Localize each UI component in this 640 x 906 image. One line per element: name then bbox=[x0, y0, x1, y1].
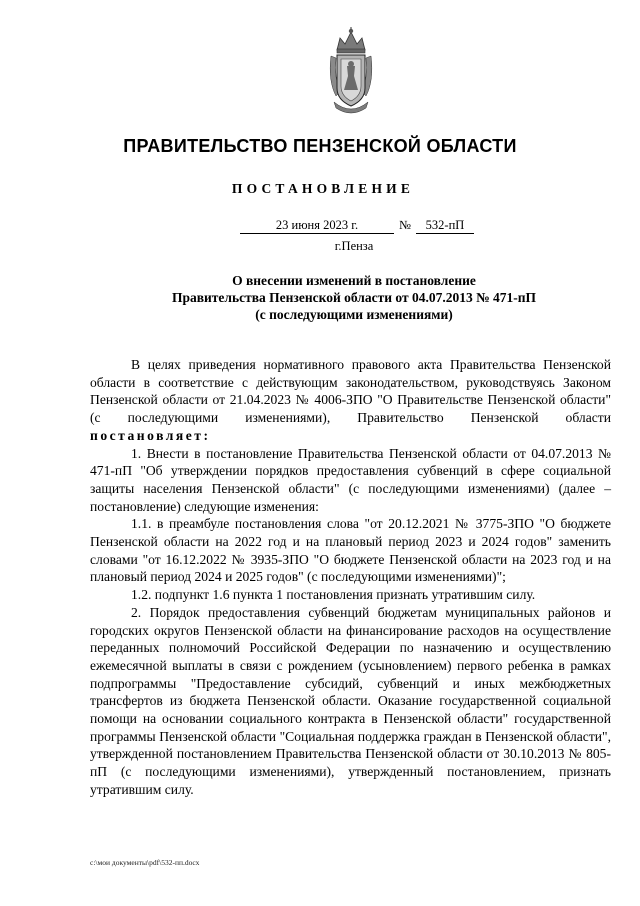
document-date: 23 июня 2023 г. bbox=[240, 217, 394, 234]
heading-line-2: Правительства Пензенской области от 04.07.2013 № 471-пП bbox=[171, 290, 537, 305]
footer-file-path: c:\мои документы\pdf\532-пп.docx bbox=[90, 858, 200, 867]
document-city: г.Пенза bbox=[334, 239, 374, 253]
number-sign: № bbox=[399, 218, 411, 232]
paragraph-1-1: 1.1. в преамбуле постановления слова "от 20.12.2021 № 3775-ЗПО "О бюджете Пензенской области на 2022 год и на плановый период 2023 и 2024 годов" заменить словами "от 16.12.2022 № 3935-ЗПО "О бюджете Пензенской области на 2023 год и на плановый период 2024 и 2025 годов" (с последующими изменениями)"; bbox=[90, 516, 611, 585]
decree-word: постановляет: bbox=[90, 427, 211, 443]
paragraph-1-2: 1.2. подпункт 1.6 пункта 1 постановления признать утратившим силу. bbox=[131, 587, 536, 603]
document-body bbox=[90, 356, 611, 799]
coat-of-arms-icon bbox=[328, 26, 374, 116]
heading-line-1: О внесении изменений в постановление bbox=[232, 273, 476, 288]
heading-line-3: (с последующими изменениями) bbox=[255, 307, 453, 322]
document-number: 532-пП bbox=[416, 217, 474, 234]
paragraph-1: 1. Внести в постановление Правительства Пензенской области от 04.07.2013 № 471-пП "Об утверждении порядков предоставления субвенций в сфере социальной защиты населения Пензенской области" (с последующими изменениями) (далее – постановление) следующие изменения: bbox=[90, 445, 611, 514]
intro-paragraph bbox=[90, 356, 611, 445]
document-heading bbox=[0, 272, 640, 323]
government-title: ПРАВИТЕЛЬСТВО ПЕНЗЕНСКОЙ ОБЛАСТИ bbox=[123, 136, 517, 156]
intro-text: В целях приведения нормативного правового акта Правительства Пензенской области в соответствие с действующим законодательством, руководствуясь Законом Пензенской области от 21.04.2023 № 4006-ЗПО "О Правительстве Пензенской области" (с последующими изменениями), Правительство Пензенской области bbox=[90, 357, 611, 426]
document-type-title: ПОСТАНОВЛЕНИЕ bbox=[231, 181, 415, 196]
paragraph-2: 2. Порядок предоставления субвенций бюджетам муниципальных районов и городских округов Пензенской области на финансирование расходов на осуществление переданных полномочий Российской Федерации по назначению и осуществлению ежемесячной выплаты в связи с рождением (усыновлением) первого ребенка в рамках подпрограммы "Предоставление субсидий, субвенций и иных межбюджетных трансфертов из бюджета Пензенской области. Оказание государственной социальной помощи на основании социального контракта в Пензенской области" государственной программы Пензенской области "Социальная поддержка граждан в Пензенской области", утвержденной постановлением Правительства Пензенской области от 30.10.2013 № 805-пП (с последующими изменениями), утвержденный постановлением, признать утратившим силу. bbox=[90, 604, 611, 797]
